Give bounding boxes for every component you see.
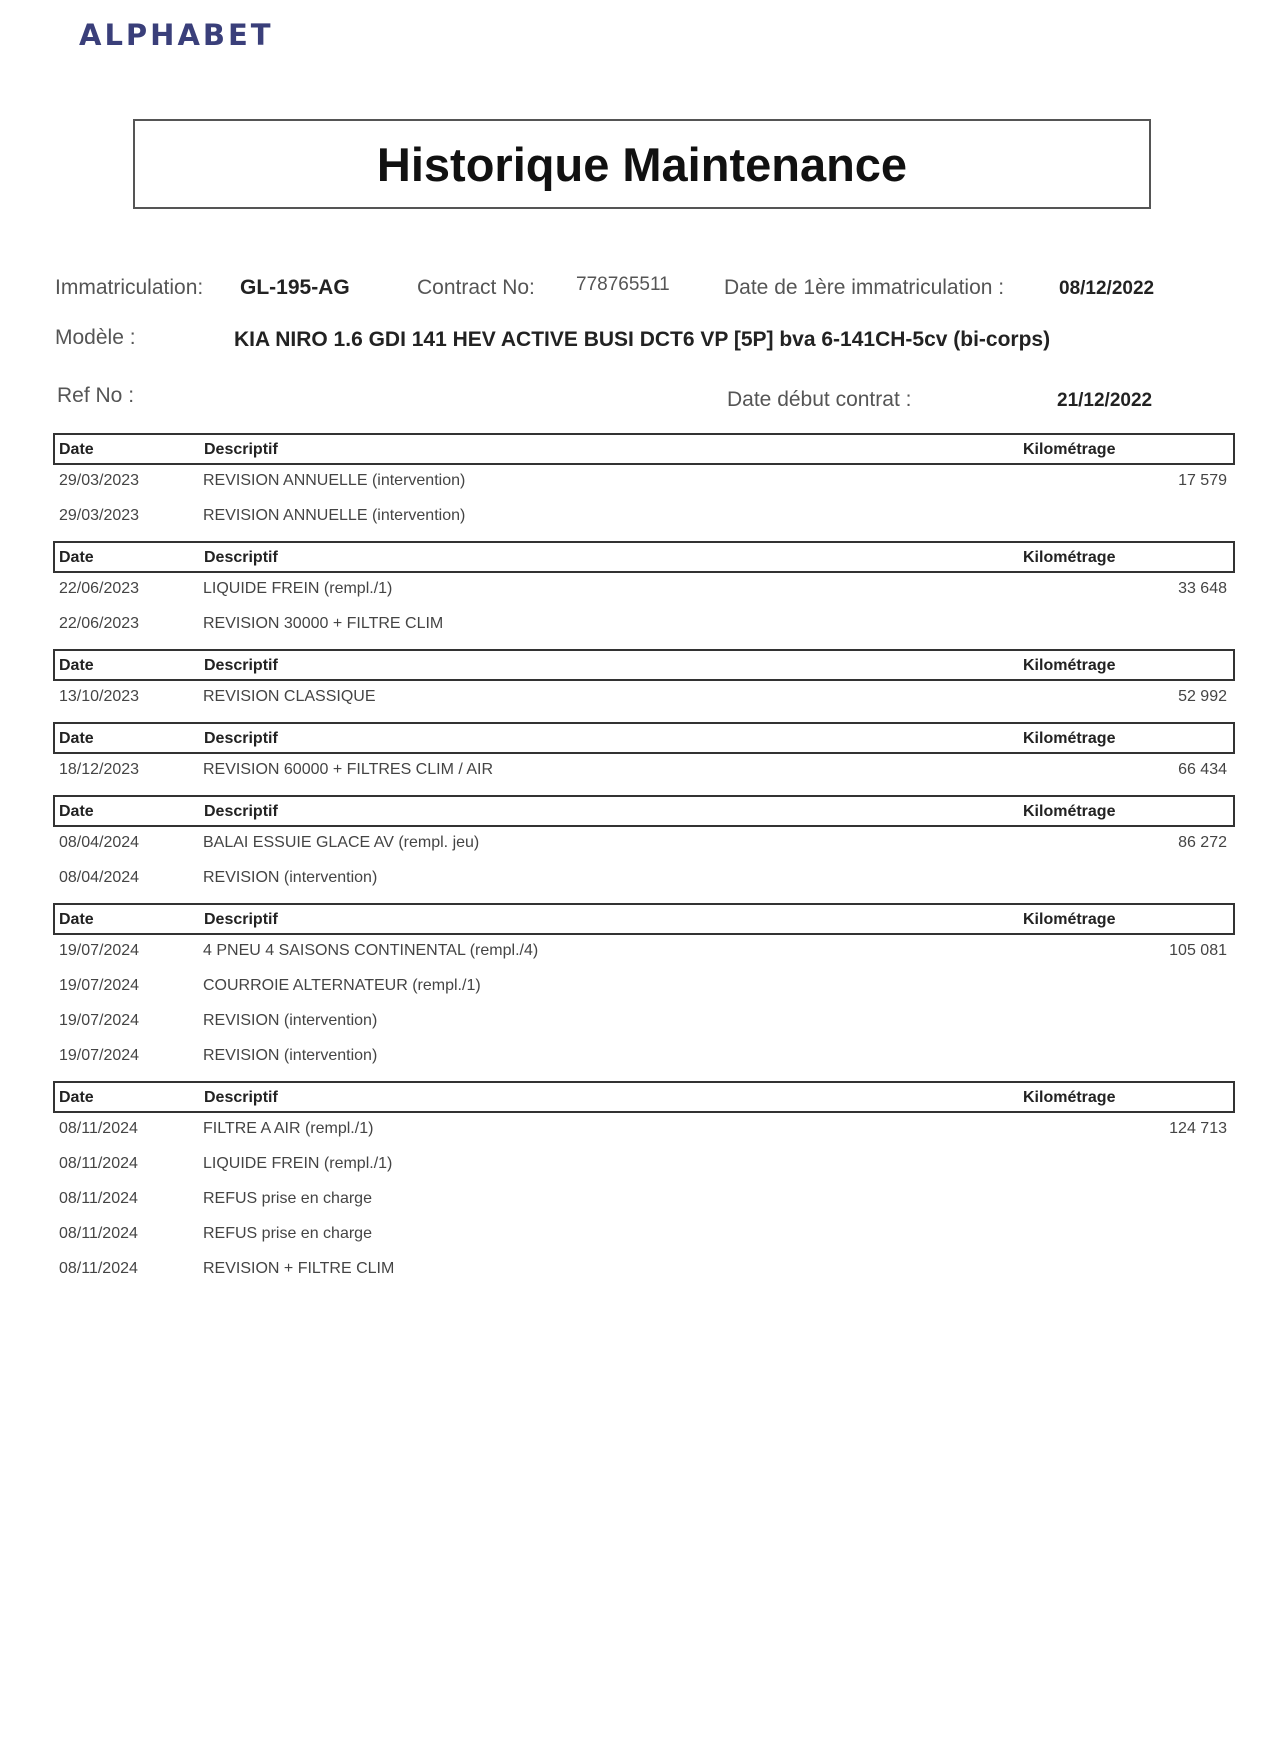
row-date: 19/07/2024 [59,977,140,994]
row-descriptif: REVISION 30000 + FILTRE CLIM [203,615,444,632]
table-row [53,935,1235,970]
col-header-kilometrage: Kilométrage [1023,803,1116,820]
table-row [53,1040,1235,1075]
row-date: 19/07/2024 [59,1012,140,1029]
section-header [53,1081,1235,1113]
row-descriptif: LIQUIDE FREIN (rempl./1) [203,1155,393,1172]
col-header-date: Date [59,657,94,674]
first-reg-label: Date de 1ère immatriculation : [724,276,1005,299]
maintenance-section [53,1081,1235,1288]
row-date: 08/11/2024 [59,1260,138,1277]
contract-value: 778765511 [576,274,670,295]
contract-label: Contract No: [417,276,535,299]
row-kilometrage: 66 434 [1178,761,1227,778]
col-header-descriptif: Descriptif [204,549,278,566]
maintenance-section [53,541,1235,643]
row-descriptif: REVISION + FILTRE CLIM [203,1260,395,1277]
contract-start-label: Date début contrat : [727,388,912,411]
table-row [53,681,1235,716]
model-label: Modèle : [55,326,136,349]
section-header [53,541,1235,573]
maintenance-section [53,722,1235,789]
col-header-descriptif: Descriptif [204,1089,278,1106]
row-descriptif: REVISION 60000 + FILTRES CLIM / AIR [203,761,494,778]
section-header [53,795,1235,827]
row-date: 13/10/2023 [59,688,140,705]
row-date: 19/07/2024 [59,1047,140,1064]
col-header-descriptif: Descriptif [204,657,278,674]
section-header [53,649,1235,681]
table-row [53,1113,1235,1148]
table-row [53,1218,1235,1253]
col-header-kilometrage: Kilométrage [1023,657,1116,674]
col-header-kilometrage: Kilométrage [1023,911,1116,928]
row-descriptif: REVISION ANNUELLE (intervention) [203,472,466,489]
row-date: 08/11/2024 [59,1155,138,1172]
contract-start-value: 21/12/2022 [1057,390,1153,411]
table-row [53,827,1235,862]
col-header-date: Date [59,441,94,458]
row-date: 22/06/2023 [59,580,140,597]
col-header-descriptif: Descriptif [204,803,278,820]
col-header-descriptif: Descriptif [204,730,278,747]
row-date: 18/12/2023 [59,761,140,778]
col-header-date: Date [59,549,94,566]
row-date: 29/03/2023 [59,472,140,489]
model-value: KIA NIRO 1.6 GDI 141 HEV ACTIVE BUSI DCT6 VP [5P] bva 6-141CH-5cv (bi-corps) [234,328,1051,351]
row-descriptif: REVISION (intervention) [203,1012,378,1029]
row-descriptif: 4 PNEU 4 SAISONS CONTINENTAL (rempl./4) [203,942,539,959]
col-header-kilometrage: Kilométrage [1023,1089,1116,1106]
row-date: 22/06/2023 [59,615,140,632]
row-descriptif: BALAI ESSUIE GLACE AV (rempl. jeu) [203,834,480,851]
col-header-date: Date [59,1089,94,1106]
row-kilometrage: 105 081 [1169,942,1227,959]
row-descriptif: FILTRE A AIR (rempl./1) [203,1120,374,1137]
row-kilometrage: 17 579 [1178,472,1227,489]
col-header-kilometrage: Kilométrage [1023,441,1116,458]
row-descriptif: REFUS prise en charge [203,1225,372,1242]
row-date: 08/04/2024 [59,834,140,851]
col-header-kilometrage: Kilométrage [1023,549,1116,566]
table-row [53,970,1235,1005]
maintenance-section [53,795,1235,897]
row-descriptif: REVISION ANNUELLE (intervention) [203,507,466,524]
table-row [53,608,1235,643]
row-date: 29/03/2023 [59,507,140,524]
row-kilometrage: 33 648 [1178,580,1227,597]
immat-value: GL-195-AG [240,276,350,299]
row-date: 08/11/2024 [59,1225,138,1242]
page-title: Historique Maintenance [376,137,908,191]
row-kilometrage: 86 272 [1178,834,1227,851]
table-row [53,1148,1235,1183]
row-kilometrage: 124 713 [1169,1120,1227,1137]
row-descriptif: REVISION (intervention) [203,1047,378,1064]
table-row [53,573,1235,608]
table-row [53,465,1235,500]
ref-label: Ref No : [57,384,135,407]
row-date: 19/07/2024 [59,942,140,959]
row-date: 08/04/2024 [59,869,140,886]
table-row [53,754,1235,789]
col-header-date: Date [59,730,94,747]
first-reg-value: 08/12/2022 [1059,278,1155,299]
table-row [53,1183,1235,1218]
maintenance-section [53,903,1235,1075]
maintenance-section [53,433,1235,535]
col-header-date: Date [59,911,94,928]
col-header-kilometrage: Kilométrage [1023,730,1116,747]
row-descriptif: LIQUIDE FREIN (rempl./1) [203,580,393,597]
row-descriptif: REVISION (intervention) [203,869,378,886]
row-descriptif: REVISION CLASSIQUE [203,688,376,705]
brand-logo: ALPHABET [79,18,274,52]
col-header-descriptif: Descriptif [204,441,278,458]
table-row [53,1005,1235,1040]
section-header [53,903,1235,935]
row-kilometrage: 52 992 [1178,688,1227,705]
table-row [53,1253,1235,1288]
section-header [53,433,1235,465]
table-row [53,500,1235,535]
row-descriptif: COURROIE ALTERNATEUR (rempl./1) [203,977,481,994]
col-header-descriptif: Descriptif [204,911,278,928]
row-date: 08/11/2024 [59,1120,138,1137]
maintenance-section [53,649,1235,716]
immat-label: Immatriculation: [55,276,204,299]
maintenance-history [53,433,1235,1288]
section-header [53,722,1235,754]
row-date: 08/11/2024 [59,1190,138,1207]
table-row [53,862,1235,897]
row-descriptif: REFUS prise en charge [203,1190,372,1207]
title-box [133,119,1151,209]
col-header-date: Date [59,803,94,820]
